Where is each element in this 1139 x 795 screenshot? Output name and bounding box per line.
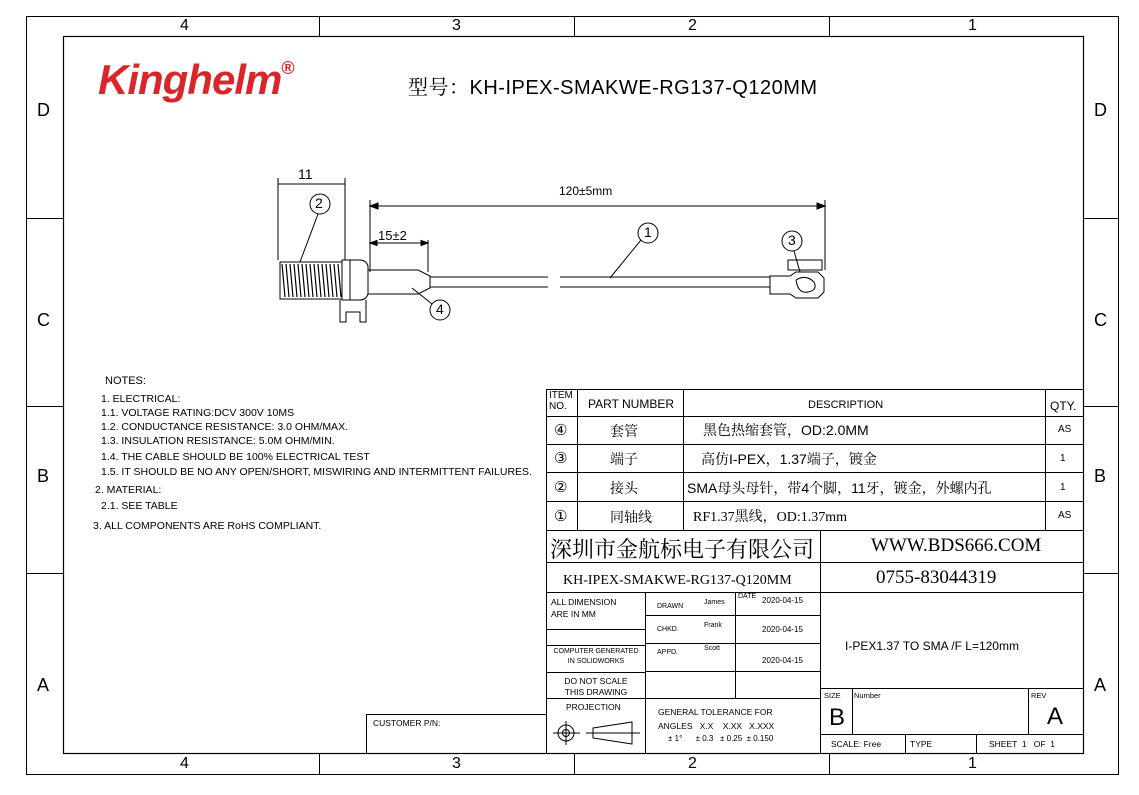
zone-col-bottom-2: 2 [688, 755, 697, 772]
bom-row-3-part: 端子 [610, 451, 638, 467]
bom-row-1-desc: RF1.37黑线，OD:1.37mm [693, 510, 848, 525]
bom-row-3-desc: 高仿I-PEX，1.37端子，镀金 [701, 451, 877, 467]
zone-row-right-a: A [1094, 675, 1107, 695]
zone-col-top-3: 3 [452, 17, 461, 34]
bom-row-2-desc: SMA母头母针，带4个脚，11牙，镀金，外螺内孔 [687, 480, 992, 496]
drawing-description: I-PEX1.37 TO SMA /F L=120mm [845, 639, 1019, 653]
note-line: 1.1. VOLTAGE RATING:DCV 300V 10MS [101, 407, 295, 419]
rev-label: REV [1031, 691, 1047, 700]
drawn-by: James [704, 599, 725, 606]
zone-col-top-1: 1 [968, 17, 977, 34]
date-drawn: 2020-04-15 [762, 596, 803, 605]
date-approved: 2020-04-15 [762, 656, 803, 665]
dimension-sleeve-length: 15±2 [378, 228, 407, 243]
scale-value: SCALE: Free [831, 739, 882, 749]
drawn-label: DRAWN [657, 603, 684, 610]
bom-row-4-qty: AS [1058, 424, 1072, 435]
no-scale-note: DO NOT SCALE THIS DRAWING [564, 676, 628, 697]
units-note: ALL DIMENSION ARE IN MM [551, 597, 617, 619]
registered-mark: ® [281, 58, 294, 78]
note-line: 2.1. SEE TABLE [101, 500, 178, 512]
zone-row-left-c: C [37, 310, 50, 330]
date-label: DATE [738, 593, 757, 600]
zone-col-top-2: 2 [688, 17, 697, 34]
note-line: 2. MATERIAL: [95, 484, 162, 496]
checked-label: CHKD. [657, 626, 679, 633]
logo-text: Kinghelm [98, 56, 282, 103]
zone-row-left-b: B [37, 466, 50, 486]
bom-header-desc: DESCRIPTION [808, 399, 884, 411]
zone-col-bottom-4: 4 [180, 755, 189, 772]
zone-row-left-a: A [37, 675, 50, 695]
company-name: 深圳市金航标电子有限公司 [550, 537, 815, 562]
zone-row-right-d: D [1094, 100, 1107, 120]
note-line: 1.5. IT SHOULD BE NO ANY OPEN/SHORT, MISWIRING AND INTERMITTENT FAILURES. [101, 466, 532, 478]
generated-note: COMPUTER GENERATED IN SOLIDWORKS [553, 648, 639, 665]
bom-row-1-no: ① [554, 508, 568, 525]
bom-row-1-part: 同轴线 [610, 509, 652, 525]
note-line: 1.2. CONDUCTANCE RESISTANCE: 3.0 OHM/MAX. [101, 421, 348, 433]
phone-number: 0755-83044319 [876, 567, 997, 588]
tolerance-values: ± 1° ± 0.3 ± 0.25 ± 0.150 [668, 734, 774, 743]
zone-row-left-d: D [37, 100, 50, 120]
bom-row-1-qty: AS [1058, 510, 1072, 521]
note-line: 1.4. THE CABLE SHOULD BE 100% ELECTRICAL TEST [101, 451, 370, 463]
notes-heading: NOTES: [105, 375, 146, 387]
sheet-count: SHEET 1 OF 1 [989, 739, 1055, 749]
tolerance-title: GENERAL TOLERANCE FOR [658, 707, 773, 717]
bom-row-2-no: ② [554, 479, 568, 496]
bom-header-part: PART NUMBER [588, 397, 675, 411]
note-line: 3. ALL COMPONENTS ARE RoHS COMPLIANT. [93, 520, 322, 532]
dimension-sma-length: 11 [298, 166, 313, 182]
customer-pn-label: CUSTOMER P/N: [373, 718, 441, 728]
type-label: TYPE [910, 739, 933, 749]
bom-row-2-part: 接头 [610, 480, 638, 496]
number-label: Number [854, 691, 881, 700]
size-value: B [829, 704, 846, 731]
projection-symbol [553, 721, 640, 745]
bom-header-item: ITEM NO. [549, 390, 573, 412]
bom-row-2-qty: 1 [1060, 482, 1066, 493]
rev-value: A [1047, 703, 1064, 730]
bom-row-4-part: 套管 [610, 423, 638, 439]
zone-col-bottom-3: 3 [452, 755, 461, 772]
zone-row-right-c: C [1094, 310, 1107, 330]
zone-row-right-b: B [1094, 466, 1107, 486]
callout-3: 3 [788, 232, 796, 248]
dimension-cable-length: 120±5mm [559, 184, 613, 198]
tolerance-angles: ANGLES X.X X.XX X.XXX [658, 721, 775, 731]
part-number-title: KH-IPEX-SMAKWE-RG137-Q120MM [563, 573, 792, 588]
approved-label: APPD. [657, 649, 679, 656]
checked-by: Frank [704, 622, 722, 629]
model-number: 型号：KH-IPEX-SMAKWE-RG137-Q120MM [408, 77, 818, 99]
zone-col-bottom-1: 1 [968, 755, 977, 772]
bom-row-4-no: ④ [554, 422, 568, 439]
bom-header-qty: QTY. [1050, 399, 1077, 413]
zone-col-top-4: 4 [180, 17, 189, 34]
approved-by: Scott [704, 645, 720, 652]
website: WWW.BDS666.COM [871, 535, 1042, 556]
note-line: 1. ELECTRICAL: [101, 393, 181, 405]
size-label: SIZE [824, 691, 841, 700]
callout-2: 2 [315, 195, 323, 211]
bom-row-3-qty: 1 [1060, 453, 1066, 464]
date-checked: 2020-04-15 [762, 625, 803, 634]
callout-4: 4 [436, 301, 444, 317]
projection-label: PROJECTION [566, 702, 621, 712]
bom-row-4-desc: 黑色热缩套管，OD:2.0MM [703, 422, 869, 438]
bom-row-3-no: ③ [554, 450, 568, 467]
note-line: 1.3. INSULATION RESISTANCE: 5.0M OHM/MIN. [101, 435, 335, 447]
callout-1: 1 [644, 224, 652, 240]
